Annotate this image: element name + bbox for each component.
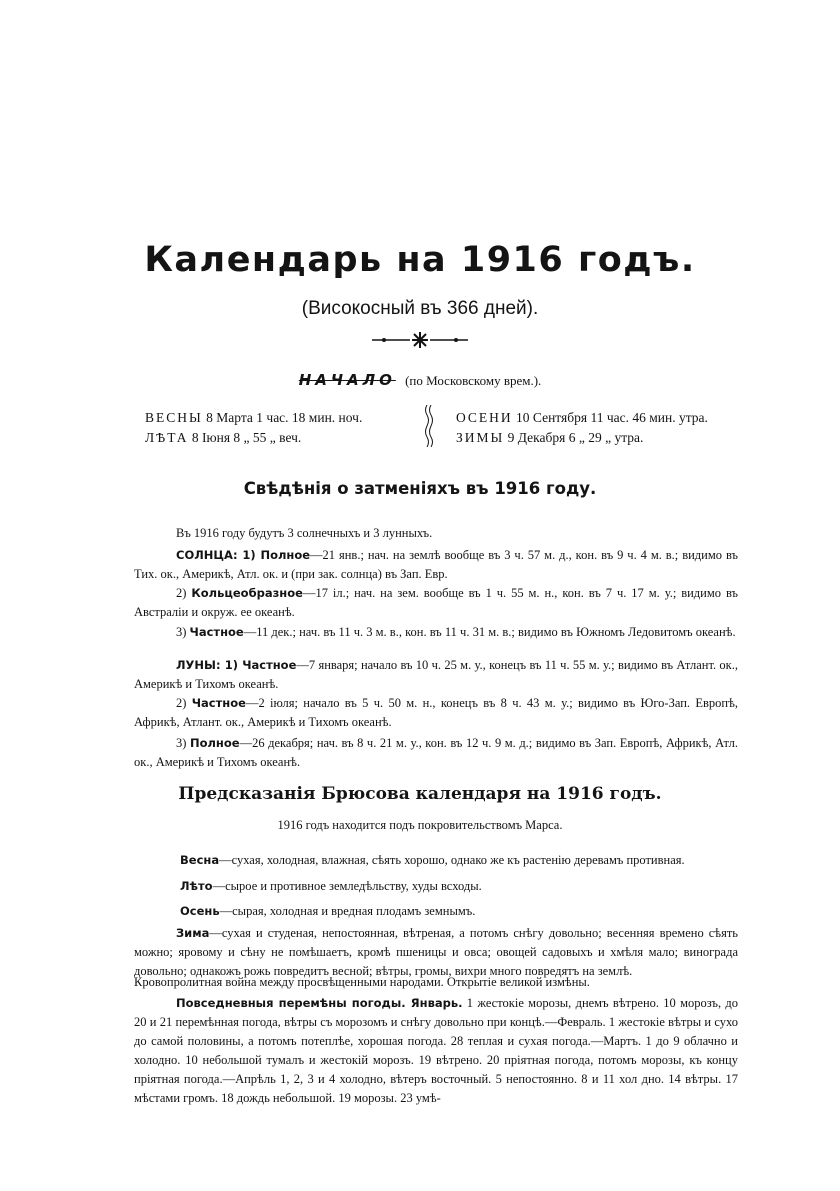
sun-eclipse-2-text: —17 іл.; нач. на зем. вообще въ 1 ч. 55 м. н., кон. въ 7 ч. 17 м. у.; видимо въ Австраліи и окруж. ее океанѣ.	[134, 586, 739, 619]
moon-eclipse-3-label: Полное	[189, 736, 240, 750]
season-autumn-name: ОСЕНИ	[456, 410, 513, 425]
sun-eclipse-3-text: —11 дек.; нач. въ 11 ч. 3 м. в., кон. въ 11 ч. 31 м. в.; видимо въ Южномъ Ледовитомъ океанѣ.	[243, 625, 736, 639]
moon-eclipse-1-label: ЛУНЫ: 1) Частное	[176, 658, 297, 672]
season-autumn	[456, 410, 708, 426]
season-spring-name: ВЕСНЫ	[145, 410, 203, 425]
prediction-autumn-label: Осень	[180, 904, 220, 918]
season-spring-text: 8 Марта 1 час. 18 мин. ноч.	[206, 410, 363, 425]
prediction-winter-label: Зима	[176, 926, 210, 940]
prediction-spring-text: —сухая, холодная, влажная, сѣять хорошо, однако же къ растенію деревамъ противная.	[219, 853, 685, 867]
sun-eclipse-2-prefix: 2)	[176, 586, 187, 600]
moon-eclipse-2	[134, 694, 738, 732]
prediction-winter-text: —сухая и студеная, непостоянная, вѣтреная, а потомъ снѣгу довольно; весенняя времено сѣять можно; яровому и сѣну не помѣшаетъ, кромѣ пшеницы и овса; овощей садовыхъ и хмѣля мало; винограда довольно; однакожъ рожь повредитъ весной; вѣтры, громы, вихри много повредятъ на землѣ.	[134, 926, 738, 978]
moon-eclipse-3-text: —26 декабря; нач. въ 8 ч. 21 м. у., кон. въ 12 ч. 9 м. д.; видимо въ Зап. Европѣ, Африкѣ, Атл. ок., Америкѣ и Тихомъ океанѣ.	[134, 736, 738, 769]
prediction-war: Кровопролитная война между просвѣщенными народами. Открытіе великой измѣны.	[134, 975, 590, 989]
sun-eclipse-2	[134, 584, 738, 622]
season-winter-text: 9 Декабря 6 „ 29 „ утра.	[507, 430, 644, 445]
moon-eclipse-1-text: —7 января; начало въ 10 ч. 25 м. у., конецъ въ 11 ч. 55 м. у.; видимо въ Атлант. ок., Америкѣ и Тихомъ океанѣ.	[134, 658, 739, 691]
season-summer-text: 8 Іюня 8 „ 55 „ веч.	[191, 430, 302, 445]
ornament-divider-icon	[370, 330, 470, 350]
prediction-daily-label: Повседневныя перемѣны погоды. Январь.	[176, 996, 463, 1010]
season-spring	[145, 410, 362, 426]
prediction-summer-label: Лѣто	[180, 879, 213, 893]
moon-eclipse-3-prefix: 3)	[176, 736, 187, 750]
seasons-heading: НАЧАЛО	[298, 371, 396, 389]
prediction-daily-text: 1 жестокіе морозы, днемъ вѣтрено. 10 морозъ, до 20 и 21 перемѣнная погода, вѣтры съ морозомъ и снѣгу довольно при концѣ.—Февраль. 1 жестокіе вѣтры и сухо до самой половины, а потомъ потеплѣе, хорошая погода. 28 теплая и сухая погода.—Мартъ. 1 до 9 облачно и холодно. 10 небольшой тумалъ и жестокій морозъ. 19 вѣтрено. 20 пріятная погода, потомъ морозы, къ концу пріятная погода.—Апрѣль 1, 2, 3 и 4 холодно, вѣтеръ восточный. 5 непостоянно. 8 и 11 хол дно. 14 вѣтры. 17 мѣстами громъ. 18 дождь небольшой. 19 морозы. 23 умѣ-	[134, 996, 738, 1105]
prediction-spring-label: Весна	[180, 853, 220, 867]
season-winter-name: ЗИМЫ	[456, 430, 505, 445]
prediction-summer-text: —сырое и противное земледѣльству, худы всходы.	[212, 879, 482, 893]
prediction-daily	[134, 994, 738, 1108]
moon-eclipse-2-text: —2 іюля; начало въ 5 ч. 50 м. н., конецъ въ 8 ч. 43 м. у.; видимо въ Юго-Зап. Европѣ, Африкѣ, Атлант. ок., Америкѣ и Тихомъ океанѣ.	[134, 696, 739, 729]
moon-eclipse-1	[134, 656, 738, 694]
page-subtitle: (Високосный въ 366 дней).	[301, 298, 539, 319]
sun-eclipse-3-label: Частное	[189, 625, 244, 639]
sun-eclipse-1-text: —21 янв.; нач. на землѣ вообще въ 3 ч. 57 м. д., кон. въ 9 ч. 4 м. в.; видимо въ Тих. ок., Америкѣ, Атл. ок. и (при зак. солнца) въ Зап. Евр.	[134, 548, 738, 581]
page-title: Календарь на 1916 годъ.	[144, 240, 696, 280]
season-winter	[456, 430, 643, 446]
sun-eclipse-2-label: Кольцеобразное	[191, 586, 303, 600]
season-autumn-text: 10 Сентября 11 час. 46 мин. утра.	[516, 410, 708, 425]
seasons-heading-note: (по Московскому врем.).	[405, 373, 542, 388]
sun-eclipse-3	[134, 623, 738, 642]
prediction-spring	[180, 851, 738, 870]
prediction-autumn-text: —сырая, холодная и вредная плодамъ земнымъ.	[219, 904, 476, 918]
predictions-heading: Предсказанія Брюсова календаря на 1916 годъ.	[178, 784, 662, 804]
eclipses-intro: Въ 1916 году будутъ 3 солнечныхъ и 3 лунныхъ.	[176, 526, 433, 540]
moon-eclipse-3	[134, 734, 738, 772]
moon-eclipse-2-label: Частное	[191, 696, 246, 710]
bracket-divider-icon	[424, 405, 434, 447]
season-summer	[145, 430, 301, 446]
sun-eclipse-1-label: СОЛНЦА: 1) Полное	[176, 548, 311, 562]
sun-eclipse-1	[134, 546, 738, 584]
eclipses-heading: Свѣдѣнія о затменіяхъ въ 1916 году.	[243, 479, 597, 498]
prediction-summer	[180, 877, 738, 896]
moon-eclipse-2-prefix: 2)	[176, 696, 187, 710]
seasons-heading-row	[0, 371, 840, 389]
season-summer-name: ЛѢТА	[145, 430, 189, 445]
predictions-intro: 1916 годъ находится подъ покровительствомъ Марса.	[277, 818, 563, 832]
prediction-autumn	[180, 902, 738, 921]
sun-eclipse-3-prefix: 3)	[176, 625, 187, 639]
